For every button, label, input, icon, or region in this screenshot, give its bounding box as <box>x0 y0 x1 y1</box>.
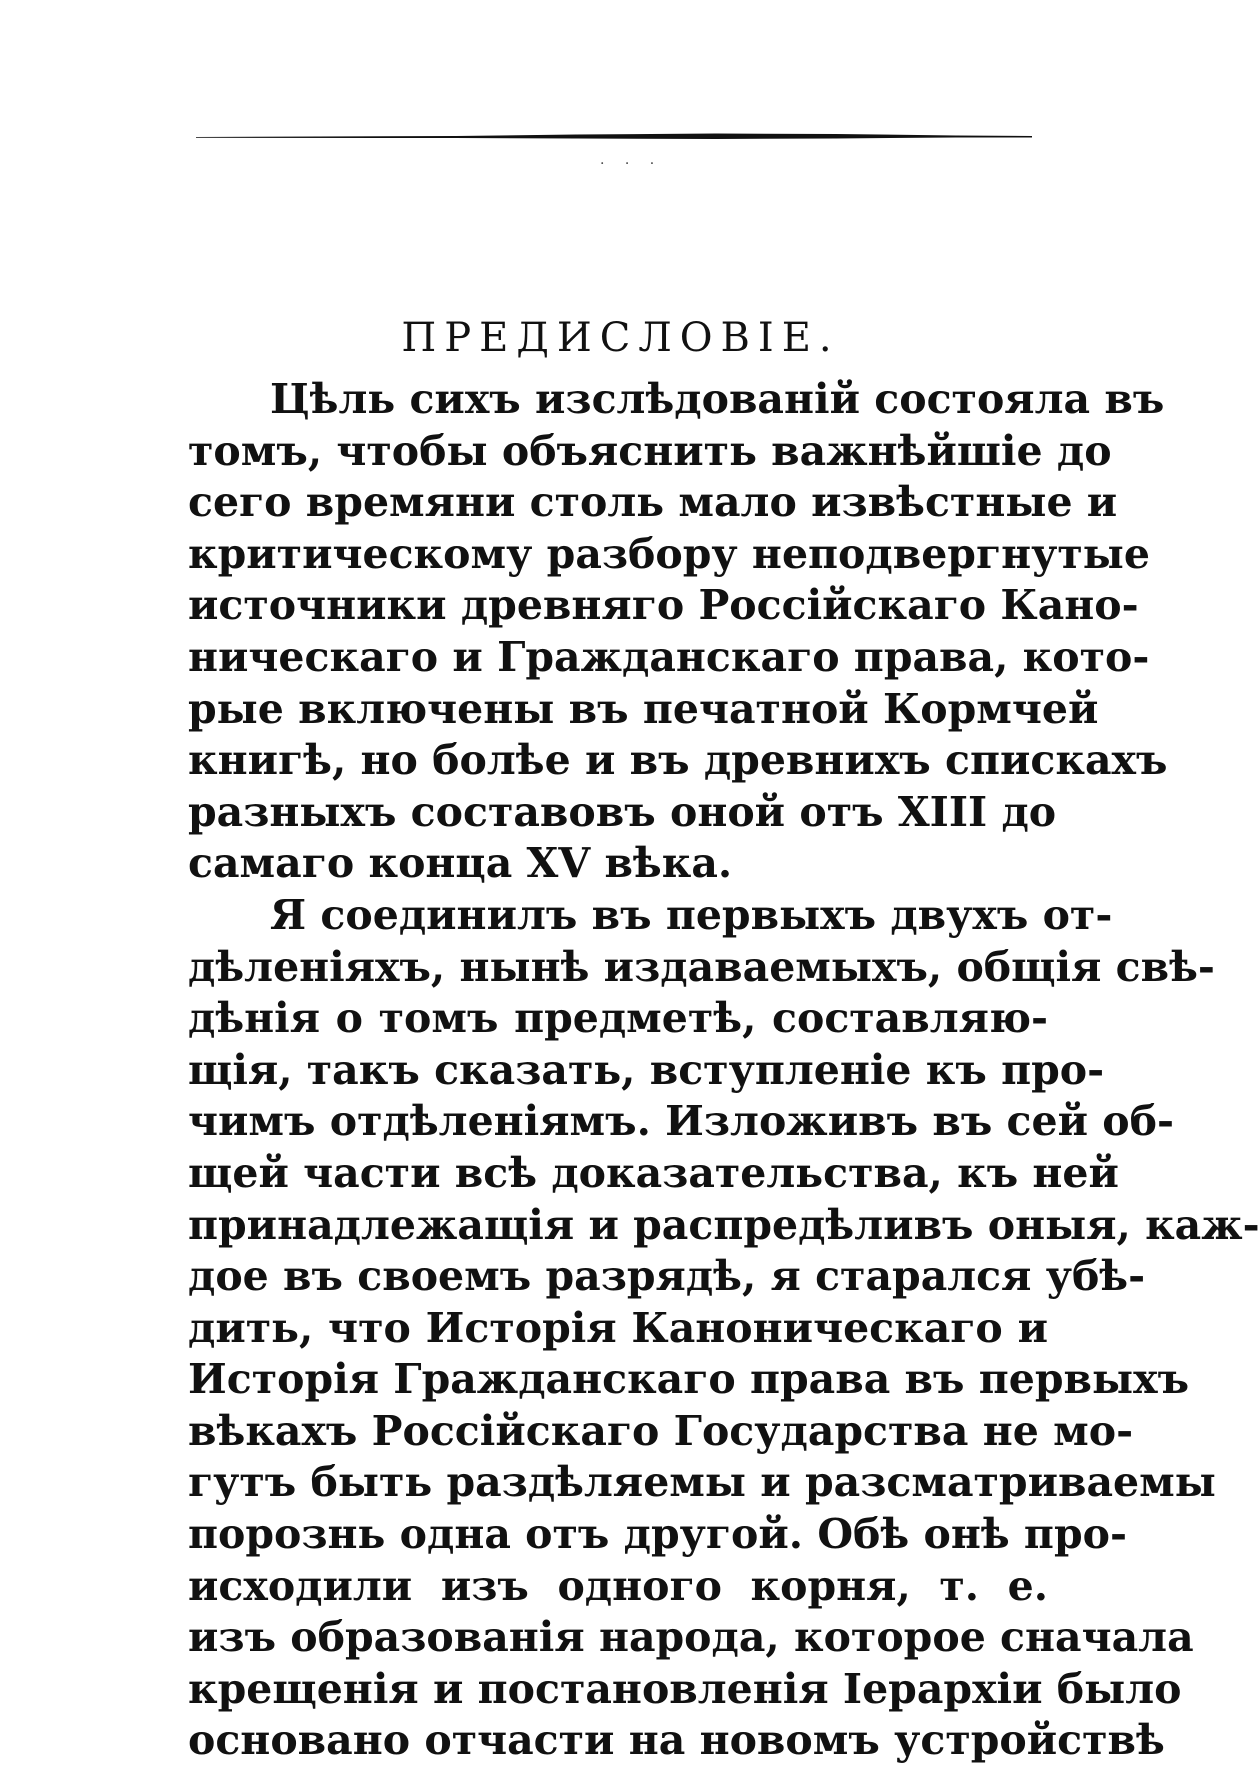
ornament-specks: · · · <box>600 156 663 172</box>
text-line: гутъ быть раздѣляемы и разсматриваемы <box>188 1458 1216 1507</box>
text-line: сего времяни столь мало извѣстные и <box>188 478 1118 527</box>
text-line: дѣленіяхъ, нынѣ издаваемыхъ, общія свѣ- <box>188 942 1215 991</box>
body-text <box>188 374 1260 1767</box>
text-line: вѣкахъ Россійскаго Государства не мо- <box>188 1406 1134 1455</box>
text-line: самаго конца XV вѣка. <box>188 839 733 888</box>
text-line: дить, что Исторія Каноническаго и <box>188 1303 1048 1352</box>
ornamental-rule <box>196 131 1032 143</box>
text-line: критическому разбору неподвергнутые <box>188 529 1150 578</box>
text-line: основано отчасти на новомъ устройствѣ <box>188 1716 1165 1765</box>
text-line: дое въ своемъ разрядѣ, я старался убѣ- <box>188 1252 1146 1301</box>
text-line: ническаго и Гражданскаго права, кото- <box>188 632 1150 681</box>
text-line: изъ образованія народа, которое сначала <box>188 1613 1194 1662</box>
text-line: книгѣ, но болѣе и въ древнихъ спискахъ <box>188 736 1168 785</box>
text-line: крещенія и постановленія Іерархіи было <box>188 1664 1182 1713</box>
text-line: томъ, чтобы объяснить важнѣйшіе до <box>188 426 1112 475</box>
text-line: источники древняго Россійскаго Кано- <box>188 581 1139 630</box>
text-line: щей части всѣ доказательства, къ ней <box>188 1148 1119 1197</box>
page-title: ПРЕДИСЛОВІЕ. <box>401 314 840 361</box>
text-line: щія, такъ сказать, вступленіе къ про- <box>188 1045 1105 1094</box>
text-line: чимъ отдѣленіямъ. Изложивъ въ сей об- <box>188 1097 1174 1146</box>
text-line: Я соединилъ въ первыхъ двухъ от- <box>270 890 1113 939</box>
text-line: Исторія Гражданскаго права въ первыхъ <box>188 1355 1190 1404</box>
text-line: рые включены въ печатной Кормчей <box>188 684 1099 733</box>
text-line: принадлежащія и распредѣливъ оныя, каж- <box>188 1200 1260 1249</box>
text-line: разныхъ составовъ оной отъ XIII до <box>188 787 1057 836</box>
text-line: Цѣль сихъ изслѣдованій состояла въ <box>270 375 1165 423</box>
text-line: порознь одна отъ другой. Обѣ онѣ про- <box>188 1510 1127 1559</box>
text-line: исходили изъ одного корня, т. е. <box>188 1561 1048 1610</box>
text-line: дѣнія о томъ предметѣ, составляю- <box>188 994 1048 1043</box>
